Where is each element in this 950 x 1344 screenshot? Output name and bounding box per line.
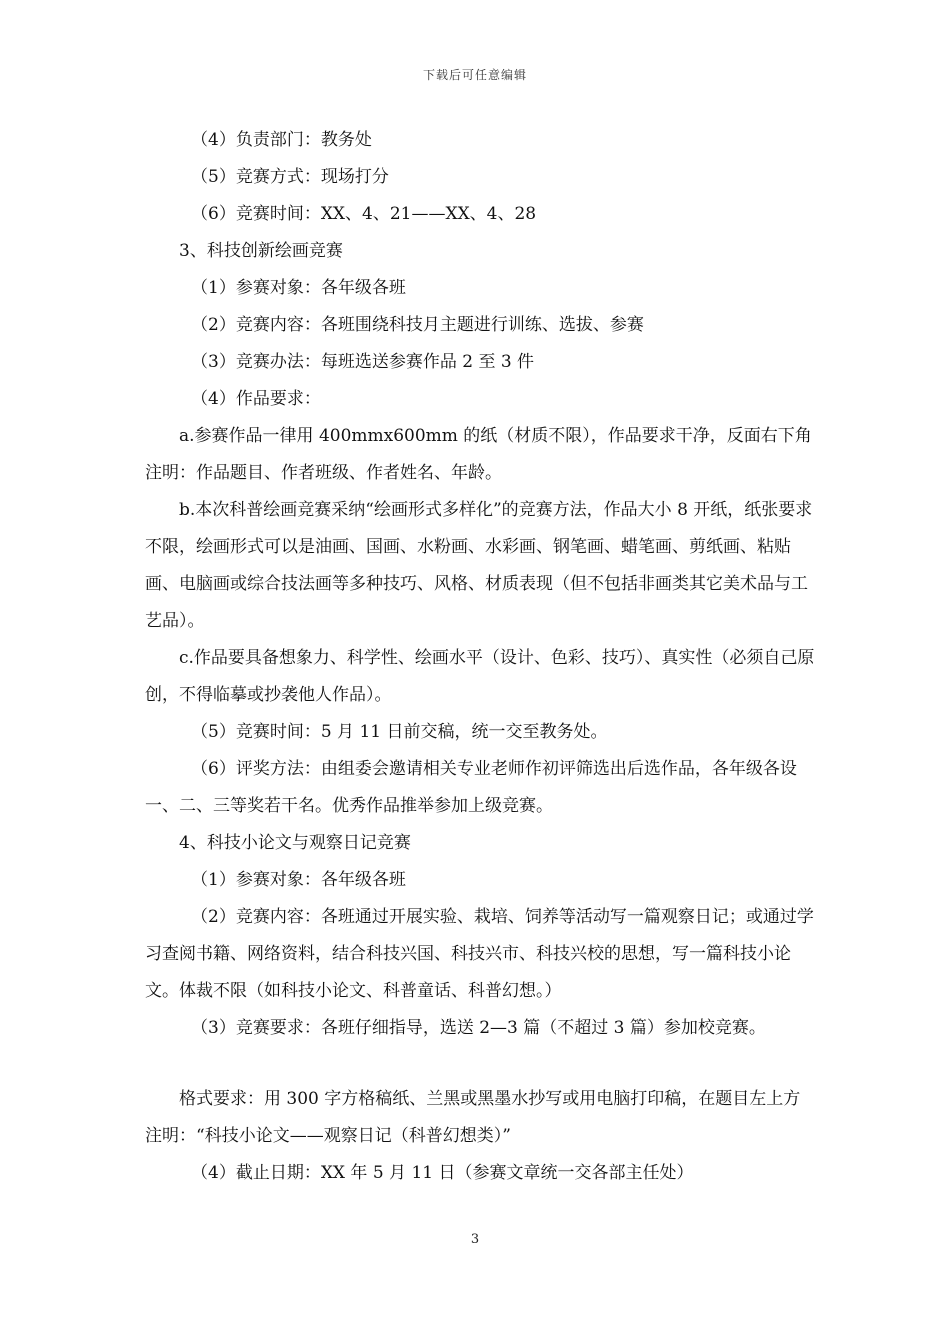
paragraph: （2）竞赛内容：各班围绕科技月主题进行训练、选拔、参赛: [191, 315, 644, 335]
paragraph: （1）参赛对象：各年级各班: [191, 870, 406, 890]
paragraph: （3）竞赛办法：每班选送参赛作品 2 至 3 件: [191, 352, 535, 372]
paragraph: （2）竞赛内容：各班通过开展实验、栽培、饲养等活动写一篇观察日记；或通过学习查阅书籍、网络资料，结合科技兴国、科技兴市、科技兴校的思想，写一篇科技小论文。体裁不限（如科技小论文、科普童话、科普幻想。）: [145, 907, 814, 1001]
paragraph: （4）作品要求：: [191, 389, 321, 409]
paragraph: （5）竞赛方式：现场打分: [191, 167, 389, 187]
paragraph: （4）负责部门：教务处: [191, 130, 372, 150]
section-heading: 3、科技创新绘画竞赛: [179, 241, 343, 261]
paragraph: （3）竞赛要求：各班仔细指导，选送 2—3 篇（不超过 3 篇）参加校竞赛。: [191, 1018, 766, 1038]
paragraph: c.作品要具备想象力、科学性、绘画水平（设计、色彩、技巧）、真实性（必须自己原创，不得临摹或抄袭他人作品）。: [145, 648, 815, 705]
paragraph: a.参赛作品一律用 400mmx600mm 的纸（材质不限），作品要求干净，反面右下角注明：作品题目、作者班级、作者姓名、年龄。: [145, 426, 812, 483]
paragraph: 格式要求：用 300 字方格稿纸、兰黑或黑墨水抄写或用电脑打印稿，在题目左上方注明：“科技小论文——观察日记（科普幻想类）”: [145, 1089, 801, 1146]
paragraph: （5）竞赛时间：5 月 11 日前交稿，统一交至教务处。: [191, 722, 608, 742]
page-number: 3: [470, 1232, 480, 1247]
paragraph: （6）竞赛时间：XX、4、21——XX、4、28: [191, 204, 537, 224]
paragraph: （6）评奖方法：由组委会邀请相关专业老师作初评筛选出后选作品，各年级各设一、二、三等奖若干名。优秀作品推举参加上级竞赛。: [145, 759, 797, 816]
document-body: [145, 122, 815, 1192]
paragraph: （1）参赛对象：各年级各班: [191, 278, 406, 298]
paragraph: b.本次科普绘画竞赛采纳“绘画形式多样化”的竞赛方法，作品大小 8 开纸，纸张要求不限，绘画形式可以是油画、国画、水粉画、水彩画、钢笔画、蜡笔画、剪纸画、粘贴画、电脑画或综合技法画等多种技巧、风格、材质表现（但不包括非画类其它美术品与工艺品）。: [145, 500, 813, 631]
section-heading: 4、科技小论文与观察日记竞赛: [179, 833, 411, 853]
page-header: 下载后可任意编辑: [422, 68, 527, 82]
paragraph: （4）截止日期：XX 年 5 月 11 日（参赛文章统一交各部主任处）: [191, 1163, 694, 1183]
